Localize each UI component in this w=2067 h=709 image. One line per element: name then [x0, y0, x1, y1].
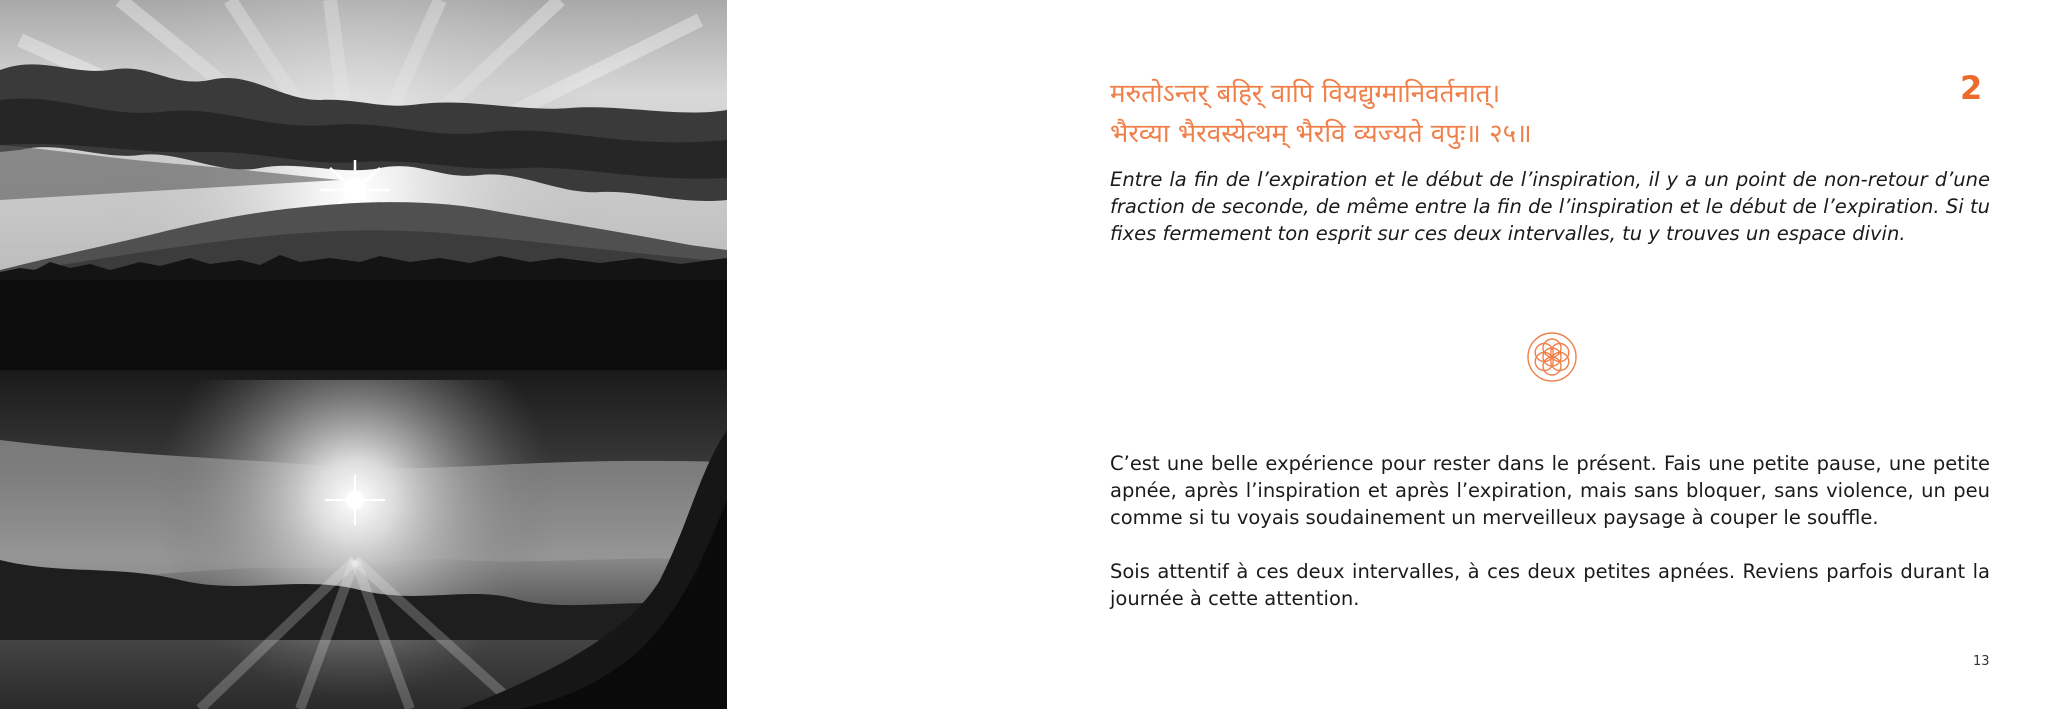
sanskrit-line-2: भैरव्या भैरवस्येत्थम् भैरवि व्यज्यते वपुः॥ २५॥: [1110, 119, 1532, 149]
verse-number: 2: [1960, 69, 1983, 107]
page-number: 13: [1973, 654, 1990, 669]
sanskrit-verse: [1110, 74, 1990, 154]
sanskrit-line-1: मरुतोऽन्तर् बहिर् वापि वियद्युग्मानिवर्तनात्।: [1110, 79, 1501, 109]
commentary-paragraph-2: Sois attentif à ces deux intervalles, à ces deux petites apnées. Reviens parfois durant la journée à cette attention.: [1110, 560, 1990, 610]
commentary-paragraph-1: C’est une belle expérience pour rester dans le présent. Fais une petite pause, une petite apnée, après l’inspiration et après l’expiration, mais sans bloquer, sans violence, un peu comme si tu voyais soudainement un merveilleux paysage à couper le souffle.: [1110, 452, 1990, 529]
sunset-lake-photo: [0, 0, 727, 709]
verse-translation: Entre la fin de l’expiration et le début de l’inspiration, il y a un point de non-retour d’une fraction de seconde, de même entre la fin de l’inspiration et le début de l’expiration. Si tu fixes fermement ton esprit sur ces deux intervalles, tu y trouves un espace divin.: [1110, 168, 1990, 245]
commentary: [1110, 450, 1990, 639]
flower-of-life-icon: [1525, 330, 1579, 384]
